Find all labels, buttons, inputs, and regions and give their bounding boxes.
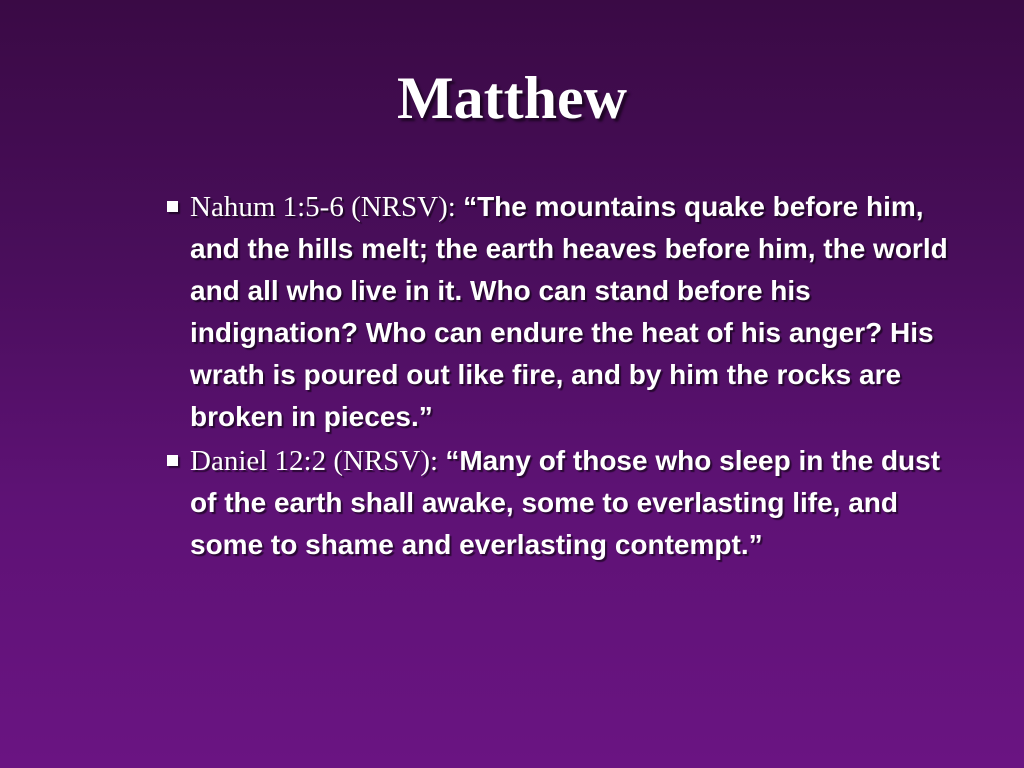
square-bullet-icon [167,201,178,212]
bullet-item-nahum [164,186,964,438]
scripture-quote: “The mountains quake before him, and the hills melt; the earth heaves before him, the world and all who live in it. Who can stand before his indignation? Who can endure the heat of his anger? His wrath is poured out like fire, and by him the rocks are broken in pieces.” [190,191,948,432]
bullet-list [164,186,964,568]
scripture-quote: “Many of those who sleep in the dust of the earth shall awake, some to everlasting life, and some to shame and everlasting contempt.” [190,445,941,560]
scripture-reference: Daniel 12:2 (NRSV): [190,445,446,477]
slide-title: Matthew [397,65,627,131]
bullet-text [190,440,964,566]
scripture-reference: Nahum 1:5-6 (NRSV): [190,191,464,223]
bullet-text [190,186,964,438]
bullet-item-daniel [164,440,964,566]
square-bullet-icon [167,455,178,466]
